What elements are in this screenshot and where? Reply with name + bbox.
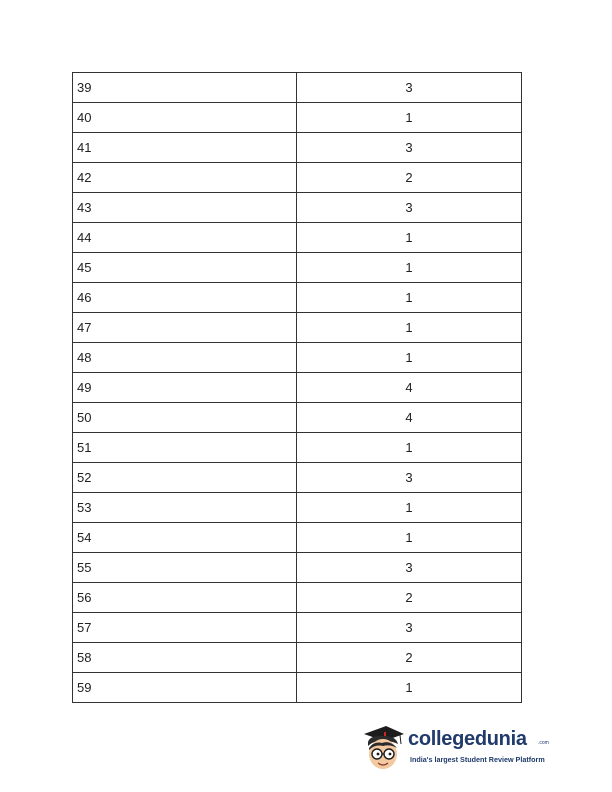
question-number-cell: 49 — [73, 373, 297, 403]
answer-cell: 1 — [297, 673, 522, 703]
question-number-cell: 55 — [73, 553, 297, 583]
table-row — [73, 343, 522, 373]
table-row — [73, 223, 522, 253]
question-number-cell: 39 — [73, 73, 297, 103]
question-number-cell: 51 — [73, 433, 297, 463]
answer-cell: 2 — [297, 163, 522, 193]
answer-cell: 2 — [297, 583, 522, 613]
table-row — [73, 583, 522, 613]
answer-cell: 1 — [297, 313, 522, 343]
table-row — [73, 403, 522, 433]
question-number-cell: 54 — [73, 523, 297, 553]
answer-cell: 1 — [297, 433, 522, 463]
answer-cell: 3 — [297, 463, 522, 493]
answer-cell: 1 — [297, 253, 522, 283]
answer-key-body — [73, 73, 522, 703]
table-row — [73, 133, 522, 163]
question-number-cell: 52 — [73, 463, 297, 493]
question-number-cell: 47 — [73, 313, 297, 343]
table-row — [73, 673, 522, 703]
answer-cell: 1 — [297, 493, 522, 523]
table-row — [73, 73, 522, 103]
question-number-cell: 59 — [73, 673, 297, 703]
table-row — [73, 193, 522, 223]
table-row — [73, 613, 522, 643]
answer-cell: 1 — [297, 103, 522, 133]
question-number-cell: 48 — [73, 343, 297, 373]
table-row — [73, 523, 522, 553]
student-mascot-icon — [360, 722, 406, 772]
answer-cell: 2 — [297, 643, 522, 673]
table-row — [73, 493, 522, 523]
table-row — [73, 643, 522, 673]
answer-cell: 1 — [297, 523, 522, 553]
answer-cell: 3 — [297, 553, 522, 583]
question-number-cell: 58 — [73, 643, 297, 673]
table-row — [73, 433, 522, 463]
answer-cell: 3 — [297, 133, 522, 163]
answer-cell: 4 — [297, 403, 522, 433]
logo-tagline: India's largest Student Review Platform — [410, 755, 545, 764]
answer-cell: 3 — [297, 193, 522, 223]
answer-cell: 3 — [297, 73, 522, 103]
answer-cell: 1 — [297, 343, 522, 373]
question-number-cell: 44 — [73, 223, 297, 253]
logo-tld: .com — [538, 740, 549, 746]
question-number-cell: 53 — [73, 493, 297, 523]
table-row — [73, 103, 522, 133]
answer-cell: 4 — [297, 373, 522, 403]
question-number-cell: 57 — [73, 613, 297, 643]
table-row — [73, 463, 522, 493]
question-number-cell: 40 — [73, 103, 297, 133]
table-row — [73, 553, 522, 583]
question-number-cell: 56 — [73, 583, 297, 613]
table-row — [73, 373, 522, 403]
logo-wordmark: collegedunia — [408, 728, 527, 750]
question-number-cell: 46 — [73, 283, 297, 313]
question-number-cell: 50 — [73, 403, 297, 433]
question-number-cell: 42 — [73, 163, 297, 193]
question-number-cell: 45 — [73, 253, 297, 283]
answer-cell: 1 — [297, 223, 522, 253]
table-row — [73, 313, 522, 343]
table-row — [73, 163, 522, 193]
question-number-cell: 41 — [73, 133, 297, 163]
answer-cell: 1 — [297, 283, 522, 313]
answer-cell: 3 — [297, 613, 522, 643]
answer-key-table — [72, 72, 522, 703]
table-row — [73, 283, 522, 313]
table-row — [73, 253, 522, 283]
collegedunia-logo[interactable] — [360, 718, 560, 778]
question-number-cell: 43 — [73, 193, 297, 223]
